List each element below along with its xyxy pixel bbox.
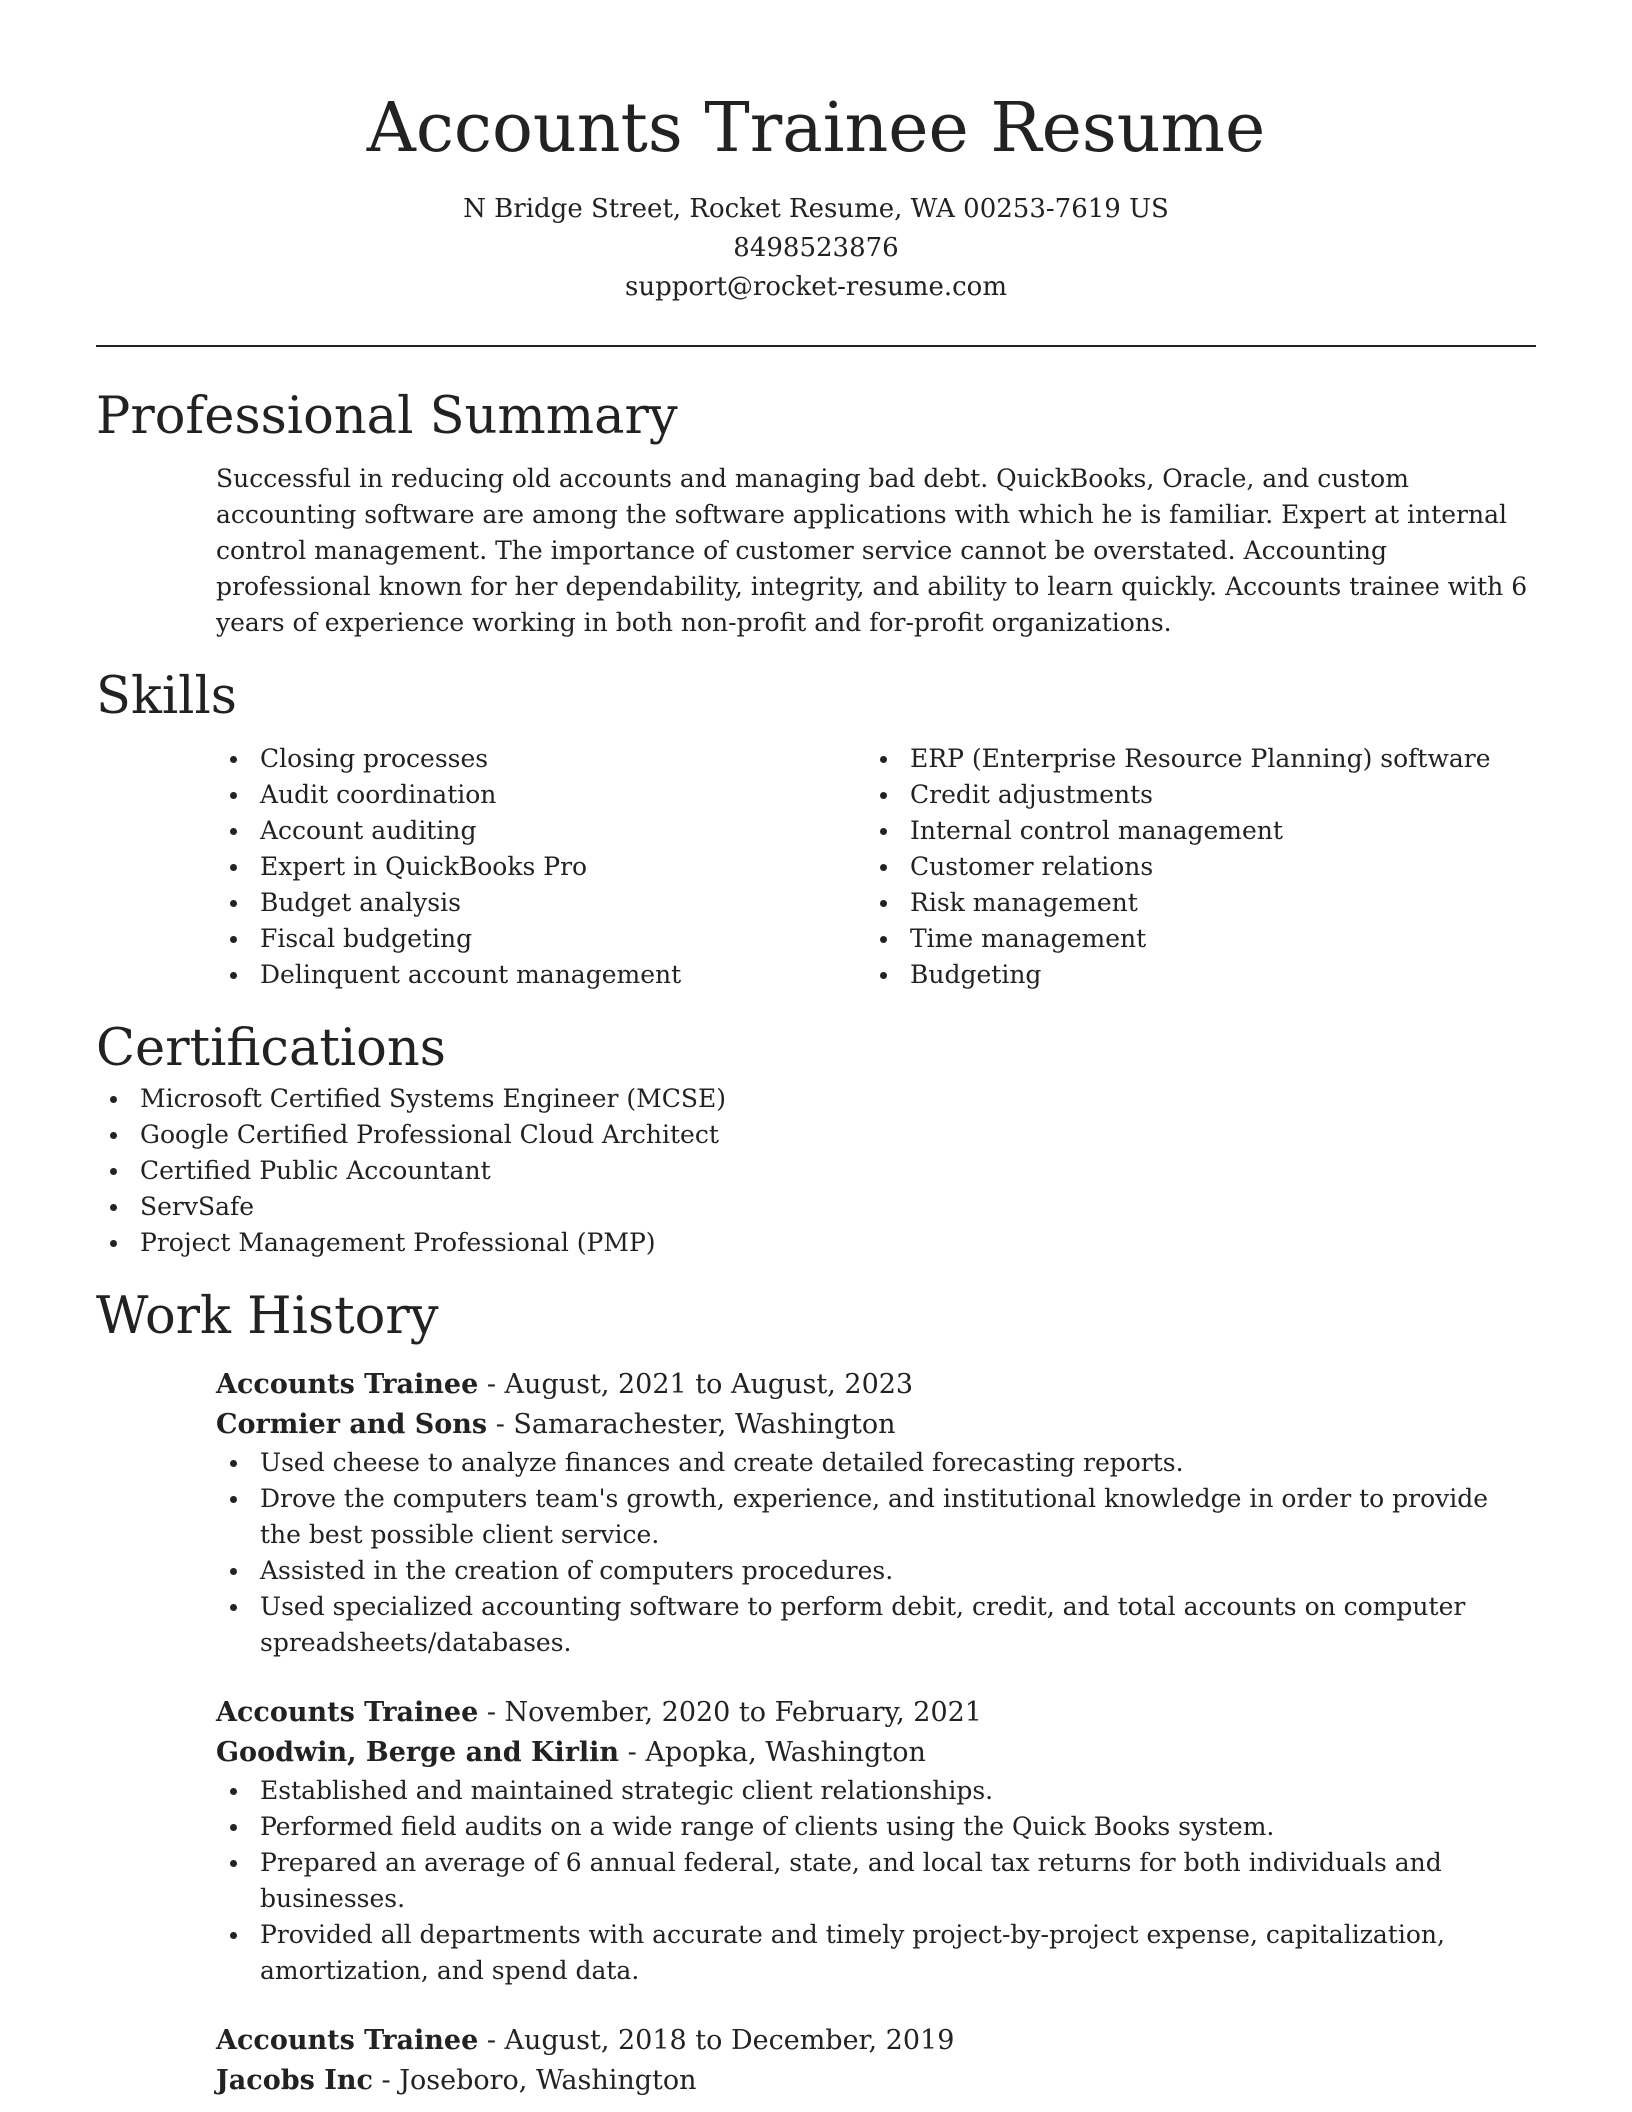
list-item: Internal control management — [910, 813, 1516, 849]
job-company: Goodwin, Berge and Kirlin — [216, 1737, 620, 1768]
job-title: Accounts Trainee — [216, 1369, 479, 1400]
job-entry — [216, 1693, 1536, 1989]
list-item: Audit coordination — [260, 777, 866, 813]
job-location: - Apopka, Washington — [619, 1737, 926, 1768]
list-item: Used cheese to analyze finances and create detailed forecasting reports. — [260, 1445, 1536, 1481]
header-divider — [96, 345, 1536, 347]
certifications-list — [96, 1081, 1536, 1261]
list-item: Established and maintained strategic client relationships. — [260, 1773, 1536, 1809]
certifications-section — [0, 1017, 1632, 1261]
job-location: - Joseboro, Washington — [372, 2065, 697, 2096]
skills-heading: Skills — [96, 667, 237, 726]
list-item: Microsoft Certified Systems Engineer (MCSE) — [140, 1081, 1536, 1117]
list-item: ERP (Enterprise Resource Planning) software — [910, 741, 1516, 777]
job-company-line — [216, 1405, 1536, 1445]
job-dates: - August, 2018 to December, 2019 — [478, 2025, 955, 2056]
list-item: Account auditing — [260, 813, 866, 849]
resume-header — [0, 0, 1632, 307]
list-item: Closing processes — [260, 741, 866, 777]
skills-column-left — [216, 741, 866, 993]
certifications-heading: Certifications — [96, 1019, 446, 1078]
list-item: Budget analysis — [260, 885, 866, 921]
job-company-line — [216, 1733, 1536, 1773]
job-title-line — [216, 2021, 1536, 2061]
job-title-line — [216, 1693, 1536, 1733]
job-title: Accounts Trainee — [216, 2025, 479, 2056]
skills-list-right — [866, 741, 1516, 993]
job-company: Jacobs Inc — [216, 2065, 373, 2096]
job-dates: - November, 2020 to February, 2021 — [478, 1697, 982, 1728]
resume-title: Accounts Trainee Resume — [366, 89, 1266, 168]
job-bullets — [216, 1445, 1536, 1661]
list-item: Credit adjustments — [910, 777, 1516, 813]
contact-phone: 8498523876 — [733, 233, 899, 263]
work-history-section — [0, 1285, 1632, 2101]
list-item: ServSafe — [140, 1189, 1536, 1225]
skills-grid — [216, 741, 1536, 993]
job-bullets — [216, 1773, 1536, 1989]
list-item: Assisted in the creation of computers procedures. — [260, 1553, 1536, 1589]
work-history-heading: Work History — [96, 1287, 439, 1346]
list-item: Provided all departments with accurate and timely project-by-project expense, capitalization, amortization, and spend data. — [260, 1917, 1536, 1989]
list-item: Customer relations — [910, 849, 1516, 885]
list-item: Risk management — [910, 885, 1516, 921]
list-item: Budgeting — [910, 957, 1516, 993]
list-item: Prepared an average of 6 annual federal, state, and local tax returns for both individuals and businesses. — [260, 1845, 1536, 1917]
list-item: Expert in QuickBooks Pro — [260, 849, 866, 885]
job-company-line — [216, 2061, 1536, 2101]
job-location: - Samarachester, Washington — [487, 1409, 896, 1440]
job-entry — [216, 2021, 1536, 2101]
list-item: Certified Public Accountant — [140, 1153, 1536, 1189]
list-item: Drove the computers team's growth, experience, and institutional knowledge in order to provide the best possible client service. — [260, 1481, 1536, 1553]
list-item: Google Certified Professional Cloud Architect — [140, 1117, 1536, 1153]
skills-list-left — [216, 741, 866, 993]
summary-heading: Professional Summary — [96, 387, 678, 446]
list-item: Delinquent account management — [260, 957, 866, 993]
summary-section — [0, 385, 1632, 641]
job-title: Accounts Trainee — [216, 1697, 479, 1728]
skills-section — [0, 665, 1632, 993]
skills-column-right — [866, 741, 1516, 993]
list-item: Used specialized accounting software to perform debit, credit, and total accounts on computer spreadsheets/databases. — [260, 1589, 1536, 1661]
list-item: Performed field audits on a wide range of clients using the Quick Books system. — [260, 1809, 1536, 1845]
job-entry — [216, 1365, 1536, 1661]
list-item: Fiscal budgeting — [260, 921, 866, 957]
list-item: Time management — [910, 921, 1516, 957]
job-dates: - August, 2021 to August, 2023 — [478, 1369, 914, 1400]
job-company: Cormier and Sons — [216, 1409, 488, 1440]
contact-email: support@rocket-resume.com — [624, 272, 1007, 302]
contact-address: N Bridge Street, Rocket Resume, WA 00253-7619 US — [463, 194, 1169, 224]
list-item: Project Management Professional (PMP) — [140, 1225, 1536, 1261]
job-title-line — [216, 1365, 1536, 1405]
summary-text: Successful in reducing old accounts and managing bad debt. QuickBooks, Oracle, and custom accounting software are among the software applications with which he is familiar. Expert at internal control management. The importance of customer service cannot be overstated. Accounting professional known for her dependability, integrity, and ability to learn quickly. Accounts trainee with 6 years of experience working in both non-profit and for-profit organizations. — [216, 464, 1528, 637]
